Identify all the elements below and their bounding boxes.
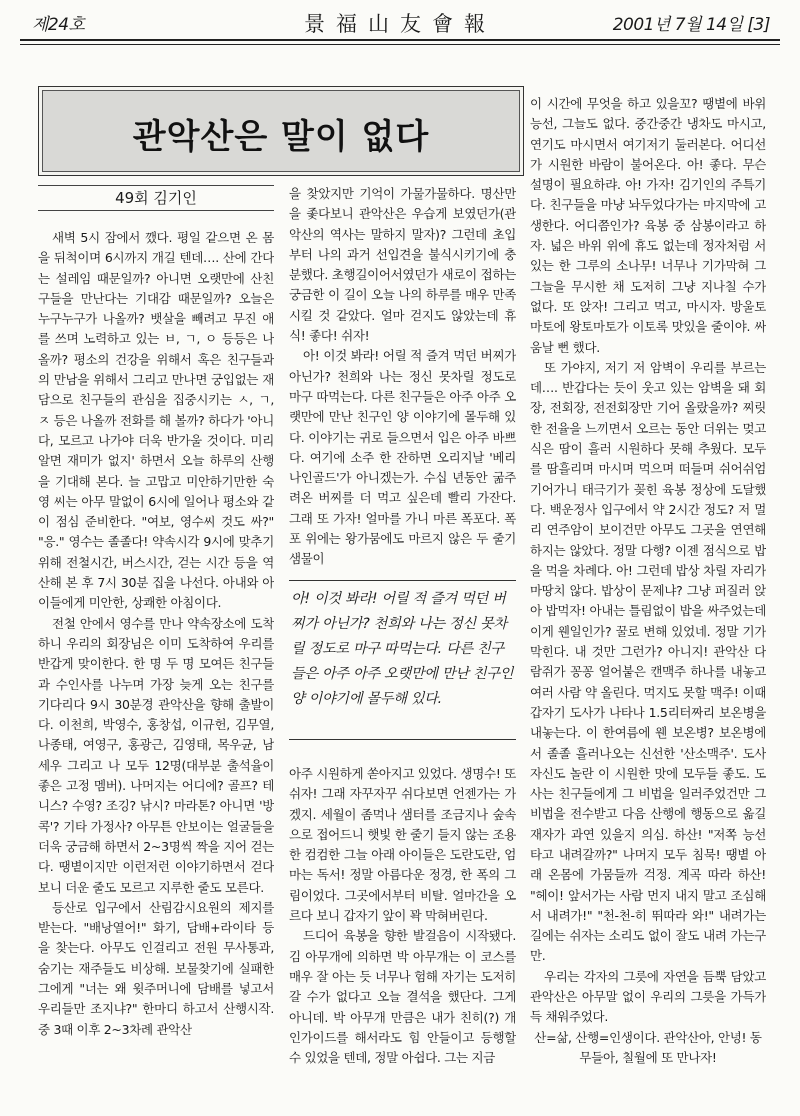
page-header — [20, 0, 780, 50]
paragraph: 아주 시원하게 쏟아지고 있었다. 생명수! 또 쉬자! 그래 자꾸자꾸 쉬다보면 언젠가는 가겠지. 세월이 좀먹나 샘터를 조금지나 숲속으로 접어드니 햇빛 한 줄기 들지 않는 조용한 컴컴한 그늘 아래 아이들은 도란도란, 엄마는 독서! 정말 아름다운 정경, 한 폭의 그림이었다. 그곳에서부터 비탈. 얼마간을 오르다 보니 갑자기 앞이 꽉 막혀버린다. — [289, 766, 516, 924]
article-column-4 — [530, 94, 766, 1098]
article-column-2 — [289, 184, 516, 574]
paragraph: 을 찾았지만 기억이 가물가물하다. 명산만을 좇다보니 관악산은 우습게 보였던가(관악산의 역사는 말하지 말자)? 그런데 초입부터 나의 과거 선입견을 불식시키기에 충분했다. 초행길이어서였던가 새로이 접하는 궁금한 이 길이 오늘 나의 하루를 매우 만족시킬 것 같았다. 얼마 걷지도 않았는데 휴식! 좋다! 쉬자! — [289, 186, 516, 344]
pull-quote: 아! 이것 봐라! 어릴 적 즐겨 먹던 버찌가 아닌가? 천희와 나는 정신 못차릴 정도로 마구 따먹는다. 다른 친구들은 아주 아주 오랫만에 만난 친구인 양 이야기에 몰두해 있다. — [289, 580, 516, 740]
article-column-1 — [38, 228, 274, 1098]
header-rule-thin — [20, 44, 780, 45]
paragraph: 또 가야지, 저기 저 암벽이 우리를 부르는데…. 반갑다는 듯이 웃고 있는 암벽을 돼 회장, 전회장, 전전회장만 기어 올랐을까? 찌릿한 전율을 느끼면서 오르는 동안 더위는 멎고 식은 땀이 흘러 시원하다 못해 추웠다. 모두를 땀흘리며 마시며 먹으며 떠들며 쉬어쉬엄 기어가니 태극기가 꽂힌 육봉 정상에 도달했다. 백운정사 입구에서 약 2시간 정도? 저 멀리 연주암이 보이건만 아무도 그곳을 연연해 하지는 않았다. 정말 다행? 이젠 점식으로 밥을 먹을 차례다. 아! 그런데 밥상 차릴 자리가 마땅치 않다. 밥상이 문제냐? 그냥 퍼질러 앉아 밥먹자! 아내는 틀림없이 밥을 싸주었는데 이게 웬일인가? 꿀로 변해 있었네. 정말 기가막힌다. 내 것만 그런가? 아니지! 관악산 다람쥐가 꽁꽁 얼어붙은 캔맥주 하나를 내놓고 여러 사람 약 올린다. 먹지도 못할 맥주! 이때 갑자기 도사가 나타나 1.5리터짜리 보온병을 내놓는다. 이 한여름에 웬 보온병? 보온병에서 졸졸 흘러나오는 신선한 '산소맥주'. 도사 자신도 놀란 이 시원한 맛에 모두들 좋도. 도사는 친구들에게 그 비법을 일러주었건만 그 비법을 전수받고 다음 산행에 행동으로 옮길 재자가 과연 있을지 의심. 하산! "저쪽 능선타고 내려갈까?" 나머지 모두 침묵! 땡볕 아래 온몸에 가뭄들까 걱정. 계곡 따라 하산! "헤이! 앞서가는 사람 먼지 내지 말고 조심해서 내려가!" "천-천-히 뛰따라 와!" 내려가는 길에는 쉬자는 소리도 없이 잘도 내려 가는구만. — [530, 359, 766, 964]
article-column-3 — [289, 764, 516, 1099]
paragraph: 전철 안에서 영수를 만나 약속장소에 도착하니 우리의 회장님은 이미 도착하여 우리를 반갑게 맞이한다. 한 명 두 명 모여든 친구들과 수인사를 나누며 가장 늦게 오는 친구를 기다리다 9시 30분경 관악산을 향해 출발이다. 이천희, 박영수, 홍창섭, 이규헌, 김무열, 나종태, 여영구, 홍광근, 김영태, 목우균, 남세우 그리고 나 모두 12명(대부분 출석율이 좋은 고정 멤버). 나머지는 어디에? 골프? 테니스? 수영? 조깅? 낚시? 마라톤? 아니면 '방콕'? 기타 가정사? 아무튼 안보이는 얼굴들을 더욱 궁금해 하면서 2~3명씩 짝을 지어 걷는다. 땡볕이지만 이런저런 이야기하면서 걷다보니 더운 줄도 모르고 지루한 줄도 모른다. — [38, 615, 274, 895]
article-byline: 49회 김기인 — [38, 185, 274, 211]
header-rule-thick — [20, 39, 780, 41]
issue-number: 제24호 — [32, 15, 85, 35]
paragraph: 등산로 입구에서 산림감시요원의 제지를 받는다. "배낭열어!" 화기, 담배+라이타 등을 찾는다. 아무도 인걸리고 전원 무사통과, 숨기는 재주들도 비상해. 보물찾기에 실패한 그에게 "너는 왜 윗주머니에 담배를 넣고서 우리들만 조지냐?" 한마디 하고서 산행시작. 중 3때 이후 2~3차례 관악산 — [38, 899, 274, 1037]
paragraph: 드디어 육봉을 향한 발걸음이 시작됐다. 김 아무개에 의하면 박 아무개는 이 코스를 매우 잘 아는 듯 너무나 험해 자기는 도저히 갈 수가 없다고 오늘 결석을 했단다. 그게 아니데. 박 아무개 만큼은 내가 친히(?) 개인가이드를 해서라도 힘 안들이고 등행할 수 있었을 텐데, 정말 아쉽다. 그는 지금 — [289, 928, 516, 1066]
issue-date: 2001년 7월 14일 [3] — [612, 15, 770, 35]
article-title: 관악산은 말이 없다 — [132, 117, 430, 157]
paragraph: 산=삶, 산행=인생이다. 관악산아, 안녕! 동무들아, 칠월에 또 만나자! — [534, 1029, 762, 1065]
paragraph: 이 시간에 무엇을 하고 있을꼬? 땡볕에 바위능선, 그늘도 없다. 중간중간 냉차도 마시고, 연기도 마시면서 여기저기 둘러본다. 어디선가 시원한 바람이 불어온다. 아! 좋다. 무슨 설명이 필요하랴. 아! 가자! 김기인의 주특기다. 친구들을 마냥 놔두었다가는 마지막에 고생한다. 어디쯤인가? 육봉 중 삼봉이라고 하자. 넓은 바위 위에 휴도 없는데 정자처럼 서 있는 한 그루의 소나무! 너무나 기가막혀 그 그늘을 무시한 채 도저히 그냥 지나칠 수가 없다. 또 앉자! 그리고 먹고, 마시자. 방울토마토에 왕토마토가 이토록 맛있을 줄이야. 싸움날 뻔 했다. — [530, 96, 766, 355]
paragraph: 아! 이것 봐라! 어릴 적 즐겨 먹던 버찌가 아닌가? 천희와 나는 정신 못차릴 정도로 마구 따먹는다. 다른 친구들은 아주 아주 오랫만에 만난 친구인 양 이야기에 몰두해 있다. 이야기는 귀로 들으면서 입은 아주 바쁘다. 여기에 소주 한 잔하면 오리지날 '베리나인골드'가 아니겠는가. 수십 년동안 굶주려온 버찌를 더 먹고 싶은데 빨리 가잔다. 그래 또 가자! 얼마를 가니 마른 폭포다. 폭포 위에는 왕가뭄에도 마르지 않은 두 줄기 샘물이 — [289, 348, 516, 567]
paragraph: 새벽 5시 잠에서 깼다. 평일 같으면 온 몸을 뒤척이며 6시까지 개길 텐데…. 산에 간다는 설레임 때문일까? 아니면 오랫만에 산친구들을 만난다는 기대감 때문일까? 오늘은 누구누구가 나올까? 뱃살을 빼려고 무진 애를 쓰며 노력하고 있는 ㅂ, ㄱ, ㅇ 등등은 나올까? 평소의 건강을 위해서 혹은 친구들과의 만남을 위해서 그리고 만나면 궁입없는 재담으로 친구들의 관심을 집중시키는 ㅅ, ㄱ, ㅈ 등은 나올까 전화를 해 볼까? 하다가 '아니다, 모르고 나가야 더욱 반가울 것이다. 미리알면 재미가 없지' 하면서 오늘 하루의 산행을 기대해 본다. 늘 고맙고 미안하기만한 숙영 씨는 아무 말없이 6시에 일어나 평소와 같이 점심 준비한다. "여보, 영수씨 것도 싸?" "응." 영수는 졸졸다! 약속시각 9시에 맞추기 위해 전철시간, 버스시간, 걷는 시간 등을 역산해 본 후 7시 30분 집을 나선다. 아내와 아이들에게 미안한, 상쾌한 아침이다. — [38, 230, 274, 611]
newsletter-title: 景福山友會報 — [304, 12, 496, 36]
article-title-box — [38, 86, 524, 176]
paragraph: 우리는 각자의 그릇에 자연을 듬뿍 담았고 관악산은 아무말 없이 우리의 그릇을 가득가득 채워주었다. — [530, 968, 766, 1025]
